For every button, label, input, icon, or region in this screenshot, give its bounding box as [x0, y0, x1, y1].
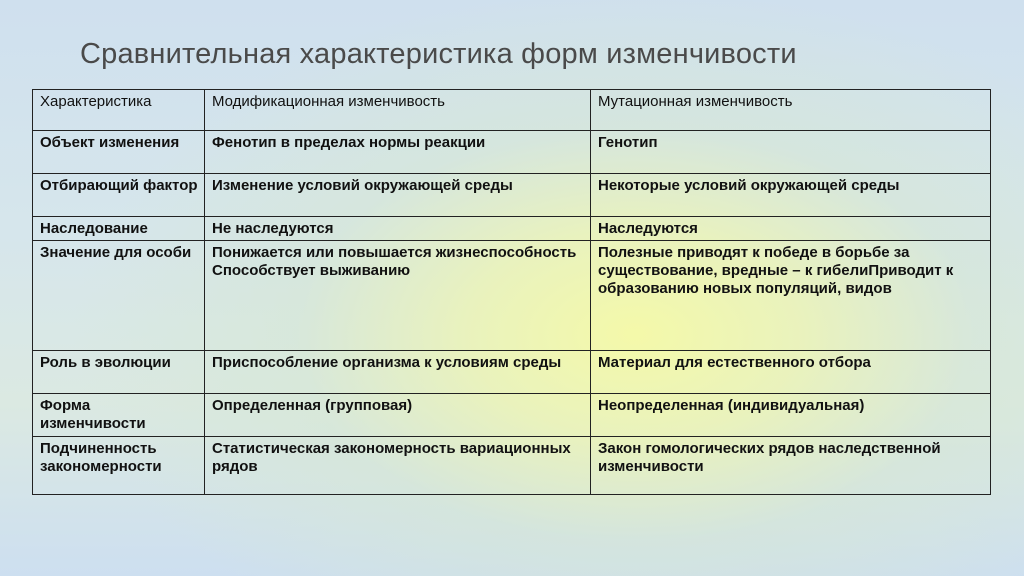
table-row	[33, 241, 991, 351]
row-modification: Изменение условий окружающей среды	[205, 174, 591, 217]
row-modification: Определенная (групповая)	[205, 394, 591, 437]
row-mutation: Генотип	[591, 131, 991, 174]
table-row	[33, 437, 991, 495]
row-mutation: Полезные приводят к победе в борьбе за существование, вредные – к гибелиПриводит к образованию новых популяций, видов	[591, 241, 991, 351]
table-header-row	[33, 90, 991, 131]
row-modification	[205, 241, 591, 351]
row-mutation: Наследуются	[591, 217, 991, 241]
modification-extra-text: Способствует выживанию	[212, 262, 411, 279]
row-label: Объект изменения	[33, 131, 205, 174]
table-row	[33, 217, 991, 241]
row-mutation: Некоторые условий окружающей среды	[591, 174, 991, 217]
header-mutation: Мутационная изменчивость	[591, 90, 991, 131]
modification-text: Понижается или повышается жизнеспособность	[212, 244, 577, 261]
row-mutation: Материал для естественного отбора	[591, 351, 991, 394]
table-row	[33, 351, 991, 394]
row-label: Отбирающий фактор	[33, 174, 205, 217]
slide-title: Сравнительная характеристика форм изменчивости	[80, 38, 797, 70]
row-label: Наследование	[33, 217, 205, 241]
table-row	[33, 394, 991, 437]
row-mutation: Закон гомологических рядов наследственной изменчивости	[591, 437, 991, 495]
header-characteristic: Характеристика	[33, 90, 205, 131]
row-modification: Фенотип в пределах нормы реакции	[205, 131, 591, 174]
row-label: Форма изменчивости	[33, 394, 205, 437]
table-row	[33, 174, 991, 217]
comparison-table	[32, 89, 991, 495]
row-label: Подчиненность закономерности	[33, 437, 205, 495]
row-modification: Не наследуются	[205, 217, 591, 241]
table-row	[33, 131, 991, 174]
row-modification: Статистическая закономерность вариационных рядов	[205, 437, 591, 495]
header-modification: Модификационная изменчивость	[205, 90, 591, 131]
row-modification: Приспособление организма к условиям среды	[205, 351, 591, 394]
row-label: Роль в эволюции	[33, 351, 205, 394]
row-label: Значение для особи	[33, 241, 205, 351]
row-mutation: Неопределенная (индивидуальная)	[591, 394, 991, 437]
